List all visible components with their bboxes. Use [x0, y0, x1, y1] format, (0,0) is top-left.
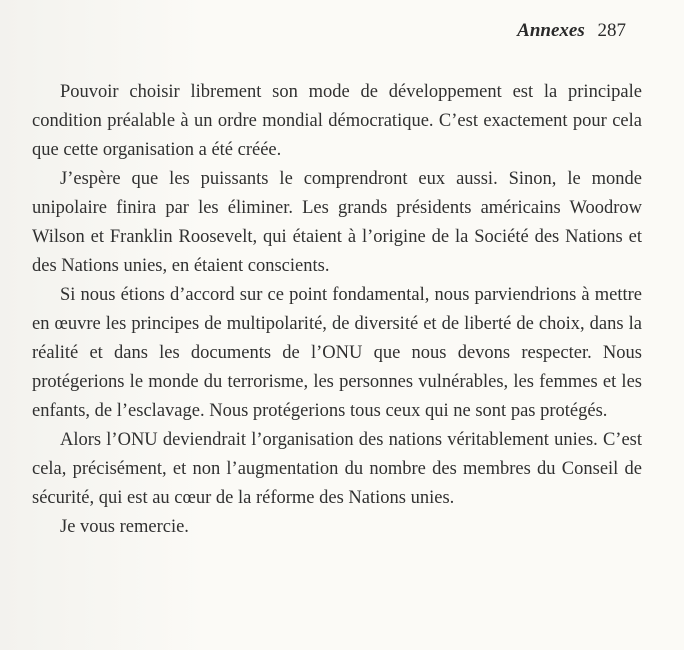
running-header — [517, 20, 626, 42]
paragraph: Je vous remercie. — [60, 517, 189, 537]
paragraph: Pouvoir choisir librement son mode de développement est la principale condition préalable à un ordre mondial démocratique. C’est exactement pour cela que cette organisation a été créée. — [32, 82, 642, 160]
page-number: 287 — [597, 20, 626, 41]
section-title: Annexes — [517, 20, 585, 41]
paragraph: Si nous étions d’accord sur ce point fondamental, nous parviendrions à mettre en œuvre les principes de multipolarité, de diversité et de liberté de choix, dans la réalité et dans les documents de l’ONU que nous devons respecter. Nous protégerions le monde du terrorisme, les personnes vulnérables, les femmes et les enfants, de l’esclavage. Nous protégerions tous ceux qui ne sont pas protégés. — [32, 285, 642, 421]
paragraph: Alors l’ONU deviendrait l’organisation des nations véritablement unies. C’est cela, précisément, et non l’augmentation du nombre des membres du Conseil de sécurité, qui est au cœur de la réforme des Nations unies. — [32, 430, 642, 508]
paragraph: J’espère que les puissants le comprendront eux aussi. Sinon, le monde unipolaire finira par les éliminer. Les grands présidents américains Woodrow Wilson et Franklin Roosevelt, qui étaient à l’origine de la Société des Nations et des Nations unies, en étaient conscients. — [32, 169, 642, 276]
body-text — [32, 78, 642, 542]
